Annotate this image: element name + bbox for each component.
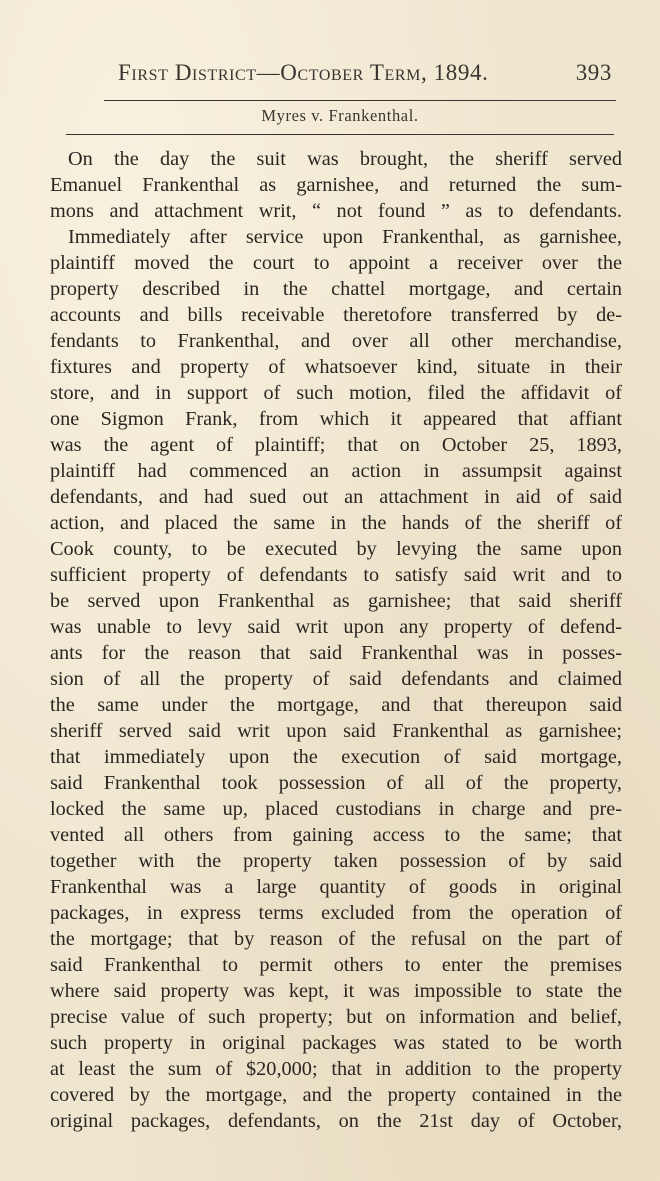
text-line: that immediately upon the execution of said mortgage, — [50, 746, 622, 768]
body-text — [50, 146, 622, 1134]
text-line: store, and in support of such motion, filed the affidavit of — [50, 382, 622, 404]
text-line: locked the same up, placed custodians in charge and pre- — [50, 798, 622, 820]
text-line: was the agent of plaintiff; that on October 25, 1893, — [50, 434, 622, 456]
running-head-year: , 1894. — [420, 60, 489, 85]
text-line: sheriff served said writ upon said Frankenthal as garnishee; — [50, 720, 622, 742]
text-line: together with the property taken possession of by said — [50, 850, 622, 872]
text-line: fixtures and property of whatsoever kind, situate in their — [50, 356, 622, 378]
text-line: Frankenthal was a large quantity of goods in original — [50, 876, 622, 898]
header-rule-bottom — [66, 134, 614, 135]
text-line: covered by the mortgage, and the property contained in the — [50, 1084, 622, 1106]
text-line: plaintiff moved the court to appoint a receiver over the — [50, 252, 622, 274]
text-line: where said property was kept, it was impossible to state the — [50, 980, 622, 1002]
text-line: ants for the reason that said Frankenthal was in posses- — [50, 642, 622, 664]
text-line: said Frankenthal took possession of all of the property, — [50, 772, 622, 794]
running-head — [118, 60, 618, 90]
text-line: vented all others from gaining access to the same; that — [50, 824, 622, 846]
text-line: plaintiff had commenced an action in assumpsit against — [50, 460, 622, 482]
text-line: original packages, defendants, on the 21st day of October, — [50, 1110, 622, 1132]
text-line: at least the sum of $20,000; that in addition to the property — [50, 1058, 622, 1080]
text-line: packages, in express terms excluded from the operation of — [50, 902, 622, 924]
text-line: accounts and bills receivable theretofore transferred by de- — [50, 304, 622, 326]
text-line: Immediately after service upon Frankenthal, as garnishee, — [68, 226, 622, 248]
text-line: said Frankenthal to permit others to enter the premises — [50, 954, 622, 976]
text-line: sufficient property of defendants to satisfy said writ and to — [50, 564, 622, 586]
text-line: the mortgage; that by reason of the refusal on the part of — [50, 928, 622, 950]
text-line: defendants, and had sued out an attachment in aid of said — [50, 486, 622, 508]
running-head-title: First District—October Term — [118, 60, 421, 85]
text-line: was unable to levy said writ upon any property of defend- — [50, 616, 622, 638]
text-line: sion of all the property of said defendants and claimed — [50, 668, 622, 690]
text-line: one Sigmon Frank, from which it appeared that affiant — [50, 408, 622, 430]
text-line: action, and placed the same in the hands of the sheriff of — [50, 512, 622, 534]
text-line: fendants to Frankenthal, and over all other merchandise, — [50, 330, 622, 352]
text-line: On the day the suit was brought, the sheriff served — [68, 148, 622, 170]
text-line: the same under the mortgage, and that thereupon said — [50, 694, 622, 716]
text-line: mons and attachment writ, “ not found ” as to defendants. — [50, 200, 622, 222]
text-line: property described in the chattel mortgage, and certain — [50, 278, 622, 300]
page-number: 393 — [575, 60, 612, 85]
text-line: be served upon Frankenthal as garnishee; that said sheriff — [50, 590, 622, 612]
case-title: Myres v. Frankenthal. — [261, 106, 419, 125]
header-rule-top — [104, 100, 616, 101]
text-line: precise value of such property; but on information and belief, — [50, 1006, 622, 1028]
text-line: Emanuel Frankenthal as garnishee, and returned the sum- — [50, 174, 622, 196]
text-line: such property in original packages was stated to be worth — [50, 1032, 622, 1054]
text-line: Cook county, to be executed by levying the same upon — [50, 538, 622, 560]
